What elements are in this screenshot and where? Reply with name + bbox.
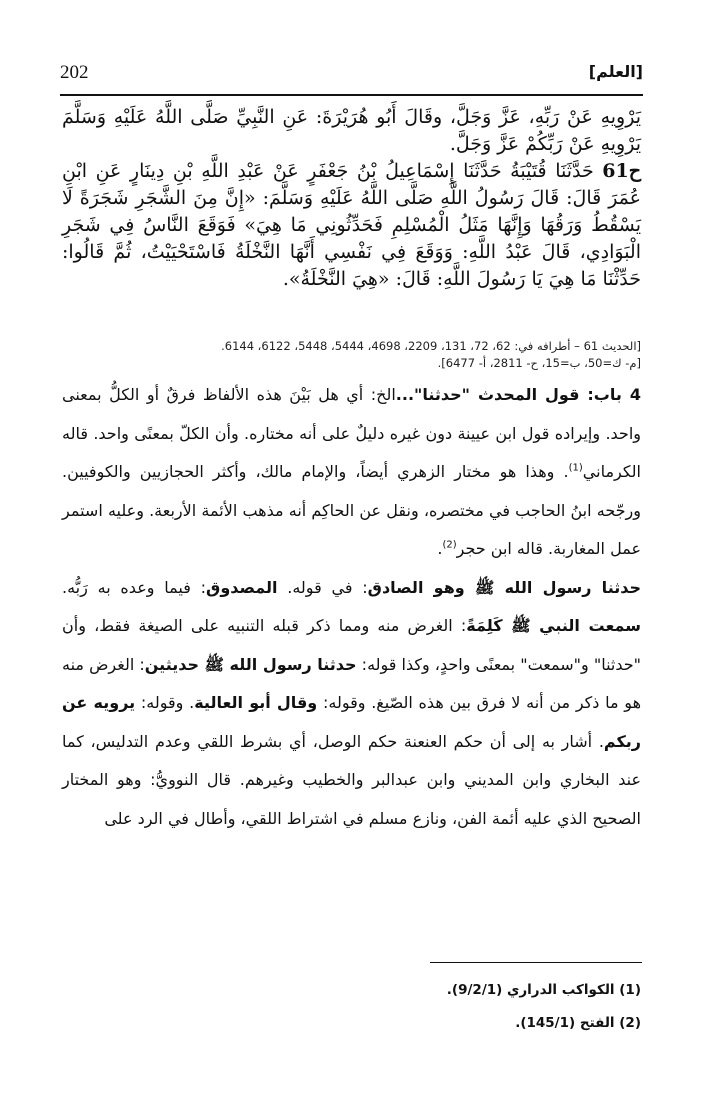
keyword: وقال أبو العالية [194, 693, 318, 712]
footnote-2: (2) الفتح (145/1). [515, 1015, 641, 1031]
page-header [60, 60, 643, 96]
hadith-block [62, 104, 641, 293]
footnote-divider [430, 962, 642, 963]
hadith-codes: [م- ك=50، ب=15، ح- 2811، أ- 6477]. [437, 356, 641, 370]
commentary-text: : فيما وعده به رَبُّه. [62, 577, 207, 597]
keyword: يرويه عن ربكم [62, 693, 641, 751]
commentary-text: . وقوله: [135, 693, 195, 712]
commentary-text: الخ: أي هل بَيْنَ هذه الألفاظ فرقٌ أو الكلُّ بمعنى واحد. وإيراده قول ابن عيينة دون غيره دليلٌ على أنه مختاره. وأن الكلّ بمعنًى واحد. قاله الكرماني [62, 385, 641, 481]
hadith-61 [62, 158, 641, 293]
hadith-parallels: [الحديث 61 – أطرافه في: 62، 72، 131، 2209، 4698، 5444، 5448، 6122، 6144. [221, 339, 641, 353]
chapter-heading: 4 باب: قول المحدث "حدثنا"... [395, 385, 641, 404]
keyword: المصدوق [206, 577, 278, 597]
commentary-text: . وهذا هو مختار الزهري أيضاً، والإمام مالك، وأكثر الحجازيين والكوفيين. ورجّحه ابنُ الحاجب في مختصره، ونقل عن الحاكِم أنه مذهب الأئمة الأربعة. وعليه استمر عمل المغاربة. قاله ابن حجر [62, 462, 641, 558]
footnote-ref-1[interactable]: (1) [568, 462, 583, 474]
commentary-text: . [437, 539, 443, 558]
hadith-number: ح61 [602, 160, 642, 182]
commentary-paragraph-2 [62, 569, 641, 839]
keyword: حدثنا رسول الله ﷺ وهو الصادق [367, 577, 642, 597]
footnotes [62, 974, 641, 1040]
commentary [62, 376, 641, 838]
keyword: سمعت النبي ﷺ كَلِمَةً [466, 616, 641, 635]
commentary-text: : الغرض منه ومما ذكر قبله التنبيه على الصيغة فقط، وأن "حدثنا" و"سمعت" بمعنًى واحدٍ، وكذا قوله: [62, 616, 641, 674]
hadith-references [62, 338, 641, 372]
page-number: 202 [60, 62, 89, 83]
commentary-text: : الغرض منه هو ما ذكر من أنه لا فرق بين هذه الصّيغ. وقوله: [62, 654, 642, 712]
hadith-continuation: يَرْوِيهِ عَنْ رَبِّهِ، عَزَّ وَجَلَّ، وقَالَ أَبُو هُرَيْرَةَ: عَنِ النَّبِيِّ صَلَّى اللَّهُ عَلَيْهِ وَسَلَّمَ يَرْوِيهِ عَنْ رَبِّكُمْ عَزَّ وَجَلَّ. [62, 106, 641, 155]
running-head: [العلم] [588, 62, 643, 81]
commentary-text: . أشار به إلى أن حكم العنعنة حكم الوصل، أي بشرط اللقي وعدم التدليس، كما عند البخاري وابن المديني وابن عبدالبر والخطيب وغيرهم. قال النوويُّ: وهو المختار الصحيح الذي عليه أئمة الفن، ونازع مسلم في اشتراط اللقي، وأطال في الرد على [62, 731, 641, 828]
keyword: حدثنا رسول الله ﷺ حديثين [144, 654, 357, 674]
footnote-1: (1) الكواكب الدراري (9/2/1). [446, 982, 641, 998]
footnote-ref-2[interactable]: (2) [442, 539, 457, 551]
hadith-text: حَدَّثَنَا قُتَيْبَةُ حَدَّثَنَا إِسْمَاعِيلُ بْنُ جَعْفَرٍ عَنْ عَبْدِ اللَّهِ بْنِ دِينَارٍ عَنِ ابْنِ عُمَرَ قَالَ: قَالَ رَسُولُ اللَّهِ صَلَّى اللَّهُ عَلَيْهِ وَسَلَّمَ: «إِنَّ مِنَ الشَّجَرِ شَجَرَةً لَا يَسْقُطُ وَرَقُهَا وَإِنَّهَا مَثَلُ الْمُسْلِمِ فَحَدِّثُونِي مَا هِيَ» فَوَقَعَ النَّاسُ فِي شَجَرِ الْبَوَادِي، قَالَ عَبْدُ اللَّهِ: وَوَقَعَ فِي نَفْسِي أَنَّهَا النَّخْلَةُ فَاسْتَحْيَيْتُ، ثُمَّ قَالُوا: حَدِّثْنَا مَا هِيَ يَا رَسُولَ اللَّهِ: قَالَ: «هِيَ النَّخْلَةُ». [62, 160, 641, 290]
commentary-text: : في قوله. [277, 577, 368, 597]
commentary-paragraph-1 [62, 376, 641, 569]
